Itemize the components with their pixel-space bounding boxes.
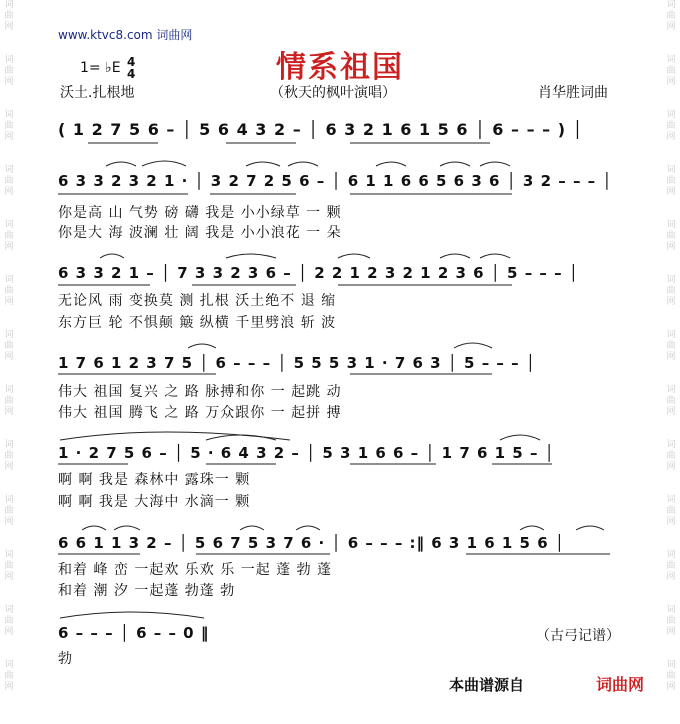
watermark-char: 曲 xyxy=(666,671,676,681)
watermark-char: 曲 xyxy=(4,286,14,296)
watermark-char: 曲 xyxy=(666,506,676,516)
watermark-char: 词 xyxy=(666,55,676,65)
watermark-char: 曲 xyxy=(4,176,14,186)
time-signature xyxy=(127,56,135,80)
watermark-char: 词 xyxy=(4,0,14,10)
watermark-char: 网 xyxy=(666,22,676,32)
watermark-char: 网 xyxy=(4,627,14,637)
song-title: 情系祖国 xyxy=(276,50,404,85)
watermark-char: 网 xyxy=(666,77,676,87)
lyric-line: 你是高 山 气势 磅 礴 我是 小小绿草 一 颗 xyxy=(58,205,342,221)
source-label: 本曲谱源自 xyxy=(449,676,525,694)
slur-arc xyxy=(106,162,136,166)
performer: （秋天的枫叶演唱） xyxy=(270,85,396,101)
score-system-2: 6 3 3 2 3 2 1 · │ 3 2 7 2 5 6 – │ 6 1 1 6 6 5 6 3 6 │ 3 2 – – – │ xyxy=(58,172,613,190)
watermark-char: 网 xyxy=(4,132,14,142)
watermark-char: 网 xyxy=(4,77,14,87)
watermark-char: 网 xyxy=(666,297,676,307)
watermark-char: 词 xyxy=(666,330,676,340)
watermark-char: 网 xyxy=(666,242,676,252)
time-signature-top: 4 xyxy=(127,55,136,69)
score-system-3: 6 3 3 2 1 – │ 7 3 3 2 3 6 – │ 2 2 1 2 3 2 1 2 3 6 │ 5 – – – │ xyxy=(58,264,579,282)
slur-arc xyxy=(206,435,276,440)
key-signature: 1= ♭E xyxy=(80,60,121,76)
slur-arc xyxy=(296,526,320,530)
watermark-char: 词 xyxy=(666,605,676,615)
watermark-char: 曲 xyxy=(4,396,14,406)
watermark-char: 曲 xyxy=(666,11,676,21)
watermark-char: 词 xyxy=(666,275,676,285)
watermark-char: 网 xyxy=(666,187,676,197)
watermark-char: 曲 xyxy=(666,231,676,241)
watermark-char: 网 xyxy=(4,682,14,692)
slur-arc xyxy=(500,435,540,440)
watermark-char: 网 xyxy=(4,297,14,307)
watermark-char: 网 xyxy=(666,132,676,142)
watermark-char: 曲 xyxy=(4,11,14,21)
lyric-line: 啊 啊 我是 森林中 露珠一 颗 xyxy=(58,472,251,488)
watermark-char: 词 xyxy=(666,440,676,450)
watermark-char: 曲 xyxy=(666,66,676,76)
watermark-char: 曲 xyxy=(4,231,14,241)
watermark-char: 曲 xyxy=(4,616,14,626)
watermark-right xyxy=(664,0,678,715)
watermark-char: 曲 xyxy=(666,396,676,406)
score-system-1: ( 1 2 7 5 6 – │ 5 6 4 3 2 – │ 6 3 2 1 6 1 5 6 │ 6 – – – ) │ xyxy=(58,120,584,139)
slur-arc xyxy=(288,162,318,166)
slur-arc xyxy=(60,432,290,440)
lyric-line: 你是大 海 波澜 壮 阔 我是 小小浪花 一 朵 xyxy=(58,225,342,241)
watermark-char: 曲 xyxy=(4,451,14,461)
watermark-char: 词 xyxy=(4,605,14,615)
lyric-line: 伟大 祖国 复兴 之 路 脉搏和你 一 起跳 动 xyxy=(58,384,342,400)
watermark-char: 词 xyxy=(4,440,14,450)
watermark-char: 词 xyxy=(4,550,14,560)
lyric-line: 勃 xyxy=(58,651,73,667)
watermark-char: 词 xyxy=(666,495,676,505)
watermark-char: 词 xyxy=(4,275,14,285)
lyric-line: 和着 潮 汐 一起蓬 勃蓬 勃 xyxy=(58,583,236,599)
slur-arc xyxy=(60,612,204,618)
watermark-char: 词 xyxy=(666,550,676,560)
slur-arc xyxy=(440,162,470,166)
watermark-char: 词 xyxy=(4,110,14,120)
watermark-char: 网 xyxy=(666,352,676,362)
watermark-char: 网 xyxy=(666,572,676,582)
watermark-char: 词 xyxy=(4,330,14,340)
watermark-char: 网 xyxy=(4,352,14,362)
watermark-char: 网 xyxy=(666,517,676,527)
score-system-5: 1 · 2 7 5 6 – │ 5 · 6 4 3 2 – │ 5 3 1 6 6 – │ 1 7 6 1 5 – │ xyxy=(58,444,555,462)
slur-arc xyxy=(188,344,216,348)
slur-arc xyxy=(142,161,186,166)
watermark-char: 曲 xyxy=(4,121,14,131)
watermark-char: 网 xyxy=(666,462,676,472)
slur-arc xyxy=(576,526,604,530)
watermark-char: 曲 xyxy=(666,616,676,626)
watermark-char: 曲 xyxy=(4,66,14,76)
watermark-char: 曲 xyxy=(666,121,676,131)
watermark-char: 词 xyxy=(4,55,14,65)
watermark-left xyxy=(2,0,16,715)
score-system-4: 1 7 6 1 2 3 7 5 │ 6 – – – │ 5 5 5 3 1 · 7 6 3 │ 5 – – – │ xyxy=(58,354,536,372)
watermark-char: 词 xyxy=(4,660,14,670)
watermark-char: 网 xyxy=(4,462,14,472)
watermark-char: 曲 xyxy=(4,671,14,681)
watermark-char: 词 xyxy=(4,495,14,505)
slur-arc xyxy=(376,162,406,166)
watermark-char: 曲 xyxy=(666,176,676,186)
score-system-6: 6 6 1 1 3 2 – │ 5 6 7 5 3 7 6 · │ 6 – – – :‖ 6 3 1 6 1 5 6 │ xyxy=(58,534,565,552)
lyric-line: 和着 峰 峦 一起欢 乐欢 乐 一起 蓬 勃 蓬 xyxy=(58,562,333,578)
watermark-char: 网 xyxy=(666,627,676,637)
watermark-char: 网 xyxy=(4,407,14,417)
brand-logo[interactable]: 词曲网 xyxy=(596,675,645,694)
watermark-char: 词 xyxy=(666,220,676,230)
watermark-char: 词 xyxy=(666,660,676,670)
slur-arc xyxy=(480,162,510,166)
slur-arc xyxy=(82,526,106,530)
slur-arc xyxy=(226,254,276,258)
watermark-char: 词 xyxy=(666,165,676,175)
slur-arc xyxy=(100,254,124,258)
lyric-line: 东方巨 轮 不惧颠 簸 纵横 千里劈浪 斩 波 xyxy=(58,315,337,331)
watermark-char: 词 xyxy=(4,220,14,230)
slur-arc xyxy=(440,254,470,258)
watermark-char: 曲 xyxy=(4,561,14,571)
slur-arc xyxy=(454,343,492,348)
watermark-char: 曲 xyxy=(4,506,14,516)
lyricist-line: 沃土.扎根地 xyxy=(60,85,135,101)
slur-arc xyxy=(338,254,370,258)
watermark-char: 词 xyxy=(4,165,14,175)
watermark-char: 网 xyxy=(4,572,14,582)
slur-arc xyxy=(480,254,510,258)
watermark-char: 曲 xyxy=(666,451,676,461)
site-url[interactable]: www.ktvc8.com 词曲网 xyxy=(58,28,193,42)
watermark-char: 网 xyxy=(4,242,14,252)
watermark-char: 网 xyxy=(666,407,676,417)
composer-line: 肖华胜词曲 xyxy=(538,85,608,101)
watermark-char: 词 xyxy=(4,385,14,395)
lyric-line: 伟大 祖国 腾飞 之 路 万众跟你 一 起拼 搏 xyxy=(58,405,342,421)
watermark-char: 曲 xyxy=(666,561,676,571)
lyric-line: 无论风 雨 变换莫 测 扎根 沃土绝不 退 缩 xyxy=(58,293,337,309)
watermark-char: 网 xyxy=(4,187,14,197)
slur-arc xyxy=(240,526,264,530)
transcriber-credit: （古弓记谱） xyxy=(536,628,620,644)
slur-arc xyxy=(114,526,140,530)
watermark-char: 曲 xyxy=(666,286,676,296)
watermark-char: 词 xyxy=(666,0,676,10)
score-system-7: 6 – – – │ 6 – – 0 ‖ xyxy=(58,624,210,642)
watermark-char: 网 xyxy=(4,517,14,527)
slur-arc xyxy=(520,526,544,530)
watermark-char: 曲 xyxy=(4,341,14,351)
watermark-char: 网 xyxy=(666,682,676,692)
watermark-char: 曲 xyxy=(666,341,676,351)
watermark-char: 网 xyxy=(4,22,14,32)
watermark-char: 词 xyxy=(666,385,676,395)
lyric-line: 啊 啊 我是 大海中 水滴一 颗 xyxy=(58,494,251,510)
watermark-char: 词 xyxy=(666,110,676,120)
time-signature-bottom: 4 xyxy=(127,67,136,81)
slur-arc xyxy=(246,162,280,166)
